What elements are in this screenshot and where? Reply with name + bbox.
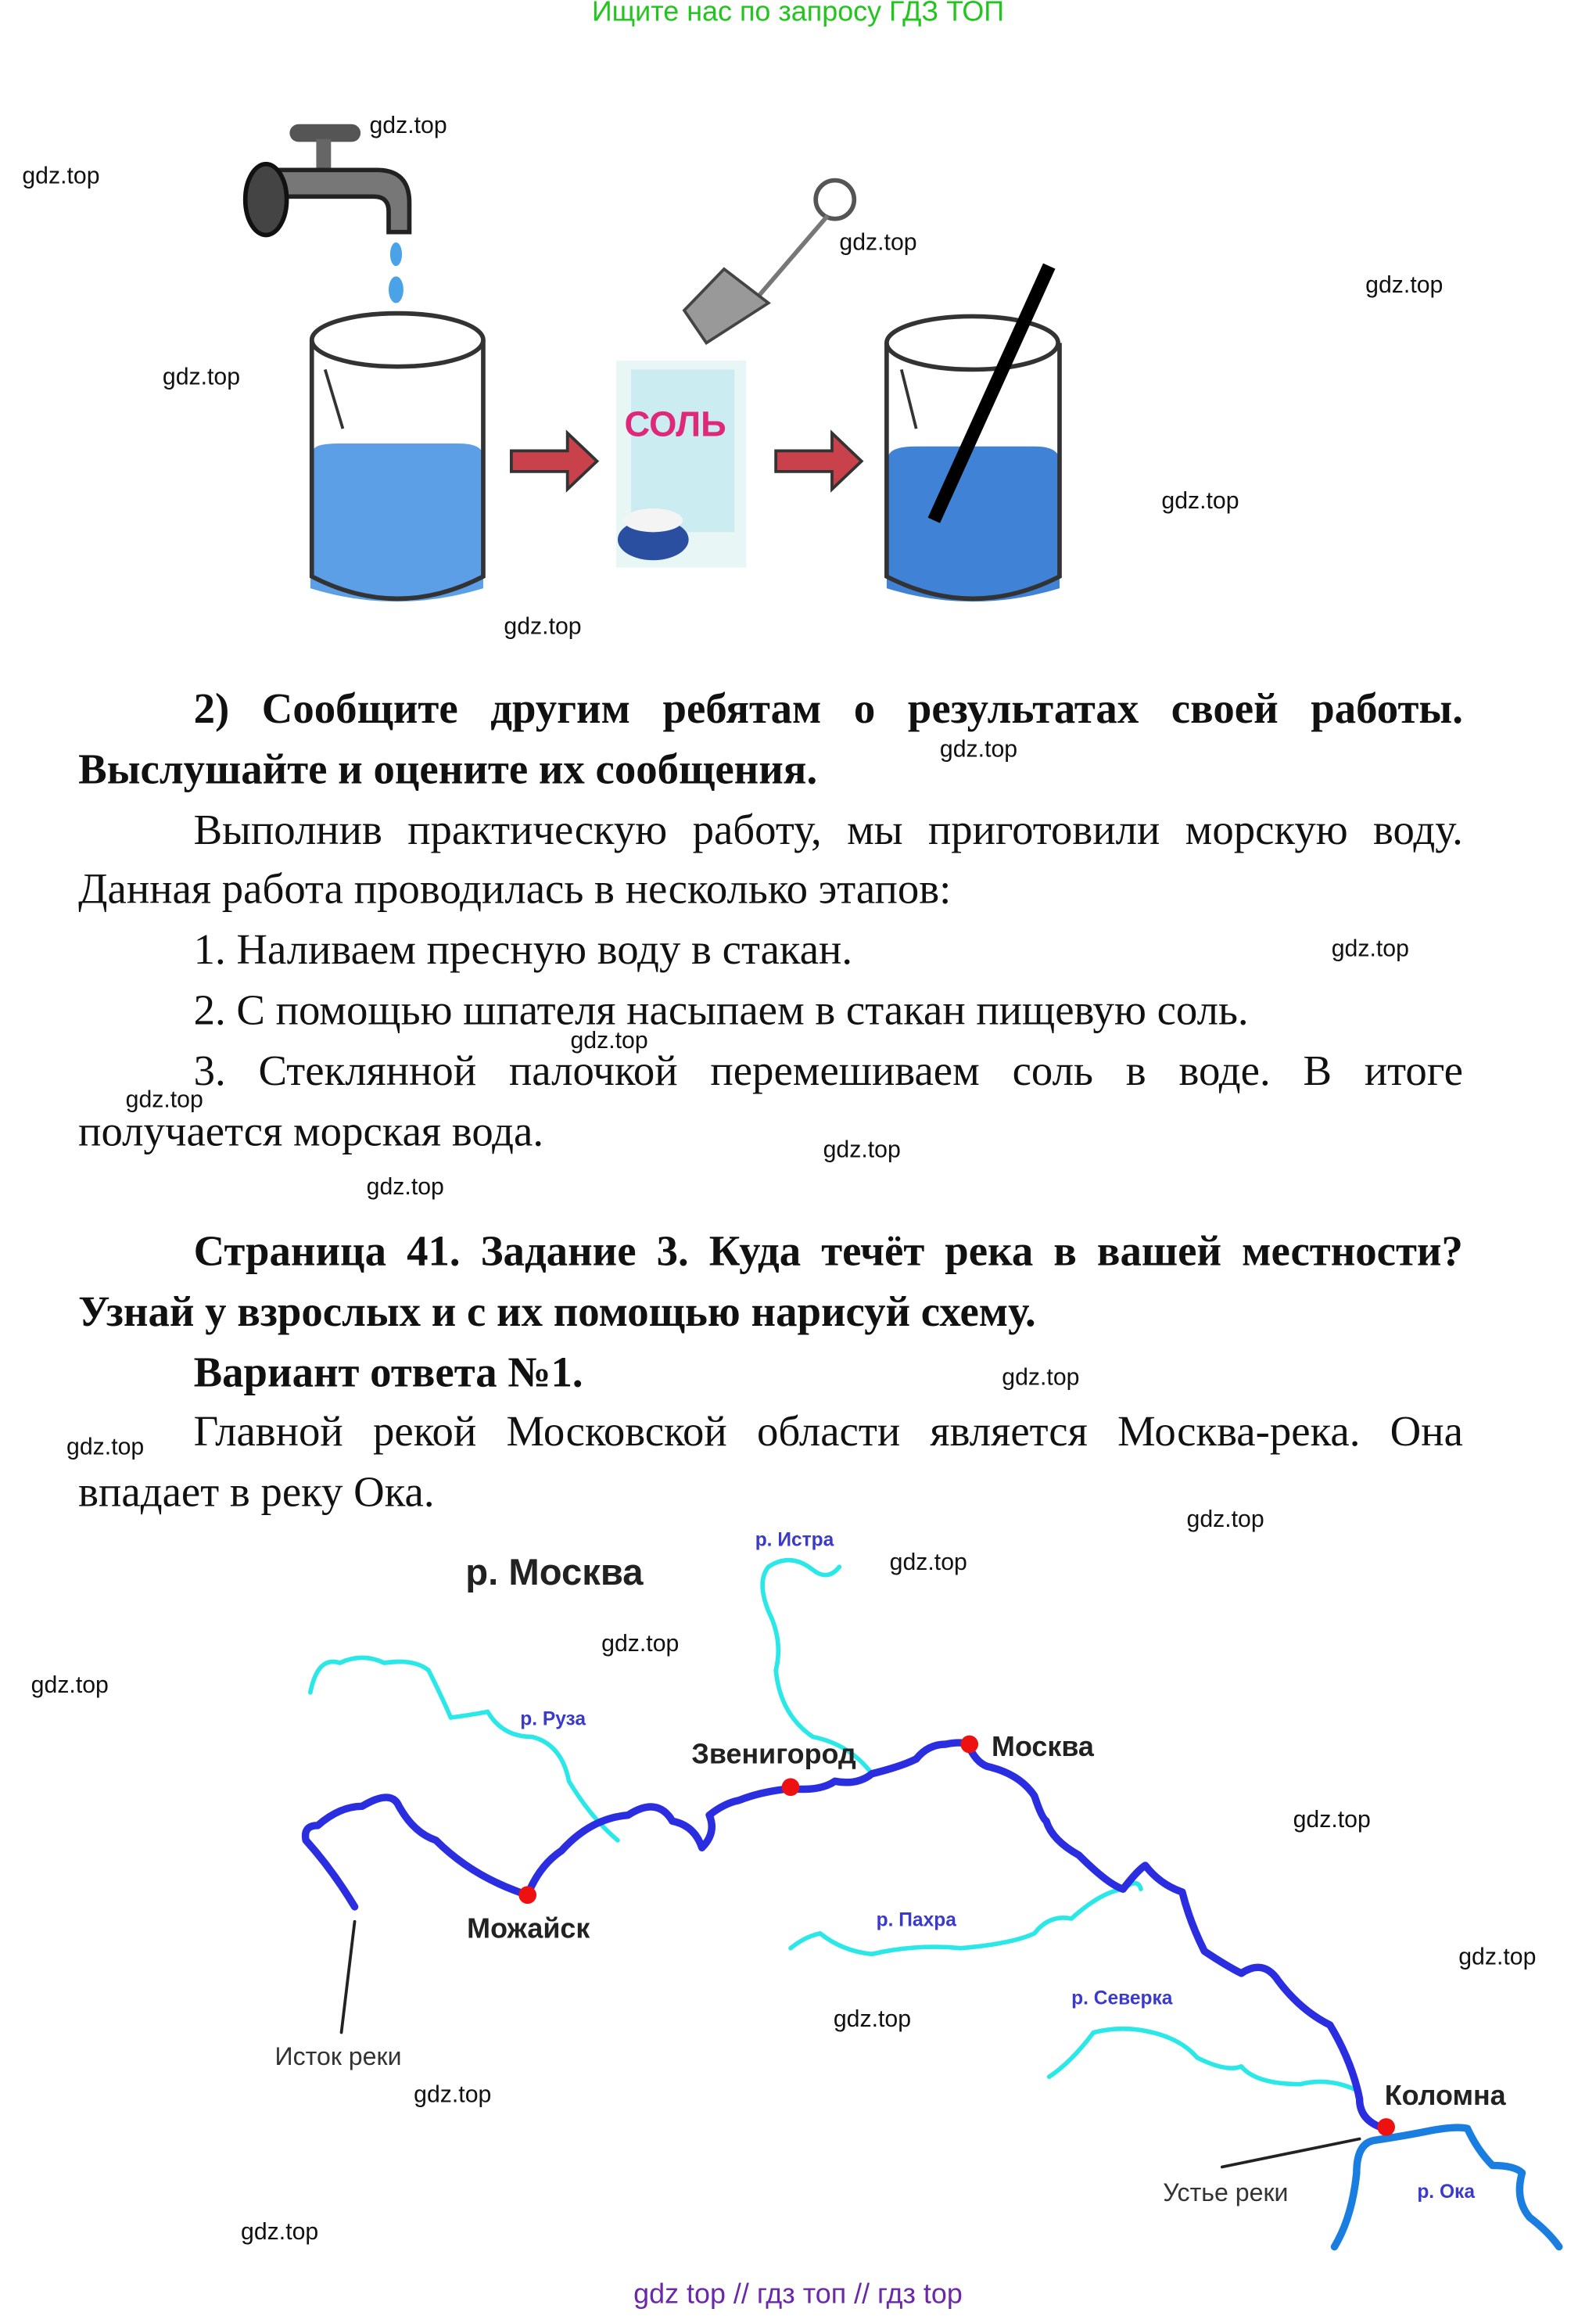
river-label-severka: р. Северка (1071, 1987, 1173, 2009)
watermark: gdz.top (1458, 1944, 1537, 1971)
watermark: gdz.top (30, 1673, 109, 1699)
mouth-label: Устье реки (1163, 2178, 1289, 2206)
step-1: 1. Наливаем пресную воду в стакан. (193, 927, 853, 975)
river-ruza (310, 1657, 618, 1840)
watermark: gdz.top (504, 615, 582, 641)
footer-links[interactable]: gdz top // гдз топ // гдз top (633, 2279, 963, 2311)
task3-heading: Страница 41. Задание 3. Куда течёт река в вашей местности? Узнай у взрослых и с их помощью нарисуй схему. (78, 1228, 1463, 1336)
city-label-zvenigorod: Звенигород (691, 1738, 856, 1770)
city-label-mozhaisk: Можайск (467, 1912, 590, 1944)
river-pakhra (791, 1883, 1141, 1955)
watermark: gdz.top (1331, 937, 1409, 963)
watermark: gdz.top (162, 364, 241, 390)
task3-answer: Главной рекой Московской области является Москва-река. Она впадает в реку Ока. (78, 1409, 1463, 1517)
city-marker-moscow (960, 1736, 978, 1754)
watermark: gdz.top (601, 1632, 680, 1657)
watermark: gdz.top (839, 230, 917, 256)
watermark: gdz.top (366, 1175, 444, 1201)
river-label-ruza: р. Руза (520, 1708, 586, 1730)
top-banner[interactable]: Ищите нас по запросу ГДЗ ТОП (591, 0, 1005, 28)
svg-text:СОЛЬ: СОЛЬ (624, 404, 726, 444)
watermark: gdz.top (570, 1029, 648, 1054)
mouth-arrow (1222, 2139, 1360, 2167)
watermark: gdz.top (939, 738, 1018, 763)
river-severka (1049, 2029, 1360, 2092)
watermark: gdz.top (889, 1550, 967, 1576)
watermark: gdz.top (1161, 489, 1239, 515)
city-marker-mozhaisk (518, 1886, 536, 1904)
watermark: gdz.top (1293, 1808, 1371, 1833)
river-label-pakhra: р. Пахра (876, 1909, 956, 1931)
watermark: gdz.top (1002, 1366, 1080, 1391)
city-label-kolomna: Коломна (1384, 2080, 1506, 2112)
city-label-moscow: Москва (992, 1731, 1094, 1763)
watermark: gdz.top (22, 163, 100, 189)
map-title: р. Москва (465, 1551, 644, 1593)
watermark: gdz.top (369, 113, 447, 139)
task2-intro: Выполнив практическую работу, мы приготовили морскую воду. Данная работа проводилась в несколько этапов: (78, 806, 1463, 914)
city-marker-zvenigorod (782, 1778, 800, 1796)
source-arrow (342, 1922, 355, 2033)
source-label: Исток реки (274, 2042, 402, 2071)
watermark: gdz.top (823, 1138, 901, 1164)
river-label-istra: р. Истра (755, 1529, 834, 1551)
step-2: 2. С помощью шпателя насыпаем в стакан пищевую соль. (193, 987, 1249, 1035)
task2-heading: 2) Сообщите другим ребятам о результатах своей работы. Выслушайте и оцените их сообщения. (78, 685, 1463, 794)
watermark: gdz.top (833, 2007, 912, 2033)
city-marker-kolomna (1377, 2118, 1395, 2136)
river-label-oka: р. Ока (1417, 2181, 1475, 2203)
watermark: gdz.top (414, 2082, 492, 2108)
variant-label: Вариант ответа №1. (193, 1348, 583, 1397)
watermark: gdz.top (1186, 1507, 1264, 1533)
step-3: 3. Стеклянной палочкой перемешиваем соль в воде. В итоге получается морская вода. (78, 1047, 1463, 1156)
watermark: gdz.top (241, 2220, 319, 2246)
watermark: gdz.top (1365, 273, 1444, 299)
watermark: gdz.top (66, 1434, 145, 1461)
watermark: gdz.top (125, 1087, 203, 1114)
